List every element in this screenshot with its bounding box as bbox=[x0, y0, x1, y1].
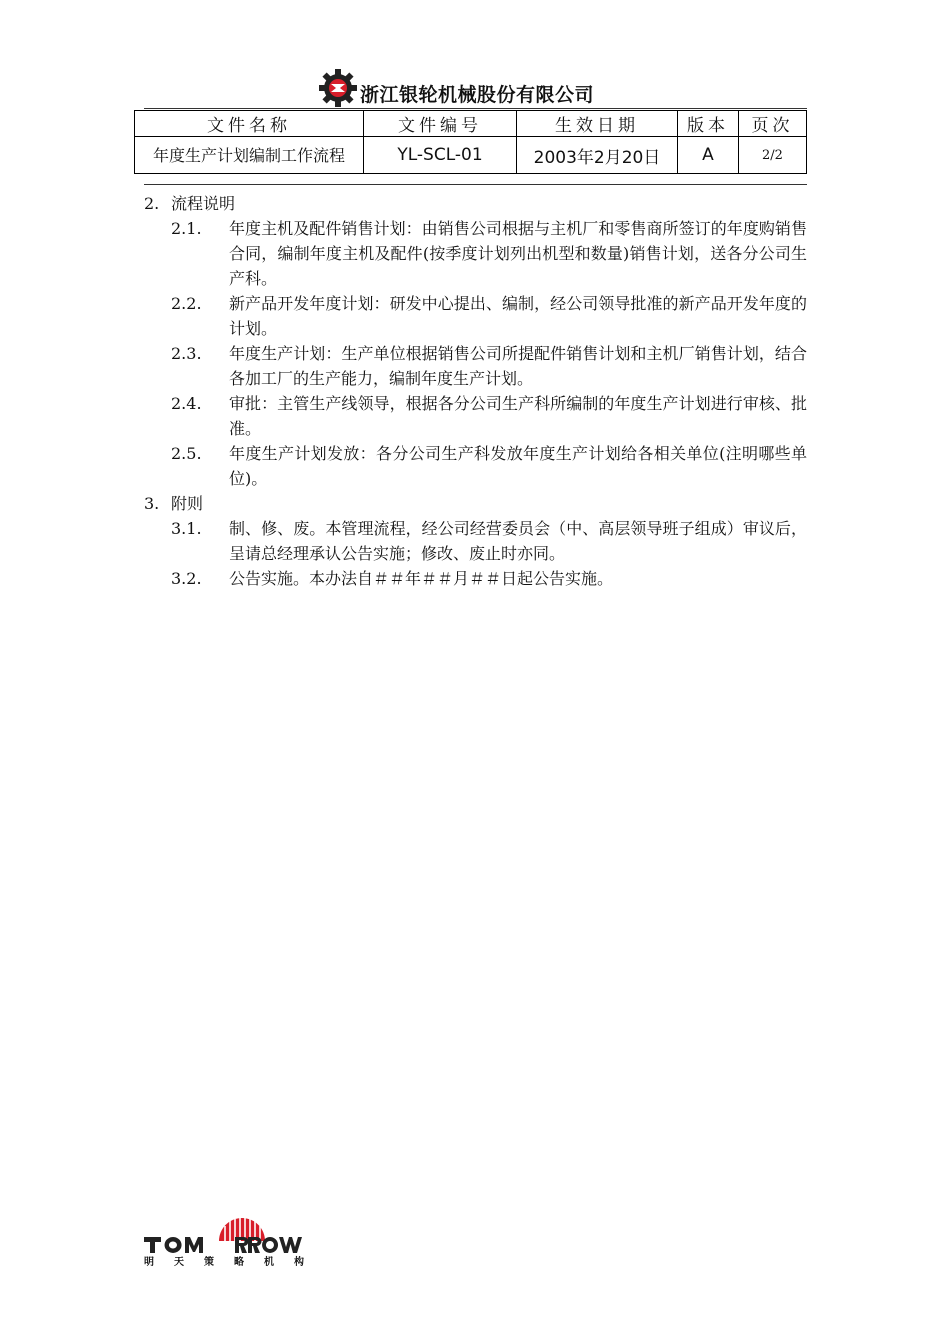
footer-char: 明 bbox=[144, 1257, 154, 1268]
footer-char: 构 bbox=[294, 1257, 304, 1268]
list-item bbox=[144, 441, 814, 491]
meta-divider bbox=[144, 184, 807, 185]
footer-char: 天 bbox=[174, 1257, 184, 1268]
item-number: 2.2. bbox=[171, 294, 202, 313]
list-item bbox=[144, 391, 814, 441]
item-number: 2.3. bbox=[171, 344, 202, 363]
footer-char: 略 bbox=[234, 1257, 244, 1268]
header-doc-title: 文件名称 bbox=[135, 111, 364, 137]
footer-char: 机 bbox=[264, 1257, 274, 1268]
section-heading: 流程说明 bbox=[171, 194, 236, 213]
company-header bbox=[318, 68, 638, 108]
item-text: 新产品开发年度计划：研发中心提出、编制，经公司领导批准的新产品开发年度的计划。 bbox=[229, 294, 807, 338]
list-item bbox=[144, 566, 814, 591]
page-value: 2/2 bbox=[739, 137, 807, 174]
header-page: 页次 bbox=[739, 111, 807, 137]
header-effective-date: 生效日期 bbox=[517, 111, 678, 137]
item-number: 2.4. bbox=[171, 394, 202, 413]
item-number: 3.2. bbox=[171, 569, 202, 588]
list-item bbox=[144, 516, 814, 566]
footer-subtitle bbox=[144, 1253, 304, 1268]
header-divider bbox=[144, 108, 807, 109]
footer-char: 策 bbox=[204, 1257, 214, 1268]
item-text: 年度主机及配件销售计划：由销售公司根据与主机厂和零售商所签订的年度购销售合同，编制年度主机及配件(按季度计划列出机型和数量)销售计划，送各分公司生产科。 bbox=[229, 219, 807, 288]
item-text: 公告实施。本办法自＃＃年＃＃月＃＃日起公告实施。 bbox=[229, 569, 614, 588]
section-title bbox=[144, 191, 814, 216]
meta-header-row bbox=[135, 111, 807, 137]
document-meta-table bbox=[134, 110, 807, 174]
company-name: 浙江银轮机械股份有限公司 bbox=[360, 83, 595, 106]
item-text: 制、修、废。本管理流程，经公司经营委员会（中、高层领导班子组成）审议后，呈请总经理承认公告实施；修改、废止时亦同。 bbox=[229, 519, 807, 563]
item-number: 2.5. bbox=[171, 444, 202, 463]
item-text: 年度生产计划发放：各分公司生产科发放年度生产计划给各相关单位(注明哪些单位)。 bbox=[229, 444, 807, 488]
gear-logo-icon bbox=[318, 68, 358, 108]
list-item bbox=[144, 341, 814, 391]
doc-title-value: 年度生产计划编制工作流程 bbox=[135, 137, 364, 174]
section-title bbox=[144, 491, 814, 516]
version-value: A bbox=[678, 137, 739, 174]
effective-date-value: 2003年2月20日 bbox=[517, 137, 678, 174]
doc-number-value: YL-SCL-01 bbox=[364, 137, 517, 174]
meta-value-row bbox=[135, 137, 807, 174]
section-heading: 附则 bbox=[171, 494, 204, 513]
section-number: 2. bbox=[144, 194, 160, 213]
list-item bbox=[144, 216, 814, 291]
item-text: 审批：主管生产线领导，根据各分公司生产科所编制的年度生产计划进行审核、批准。 bbox=[229, 394, 807, 438]
section-number: 3. bbox=[144, 494, 160, 513]
header-doc-number: 文件编号 bbox=[364, 111, 517, 137]
list-item bbox=[144, 291, 814, 341]
header-version: 版本 bbox=[678, 111, 739, 137]
item-number: 3.1. bbox=[171, 519, 202, 538]
document-body bbox=[144, 191, 814, 591]
item-number: 2.1. bbox=[171, 219, 202, 238]
item-text: 年度生产计划：生产单位根据销售公司所提配件销售计划和主机厂销售计划，结合各加工厂的生产能力，编制年度生产计划。 bbox=[229, 344, 807, 388]
